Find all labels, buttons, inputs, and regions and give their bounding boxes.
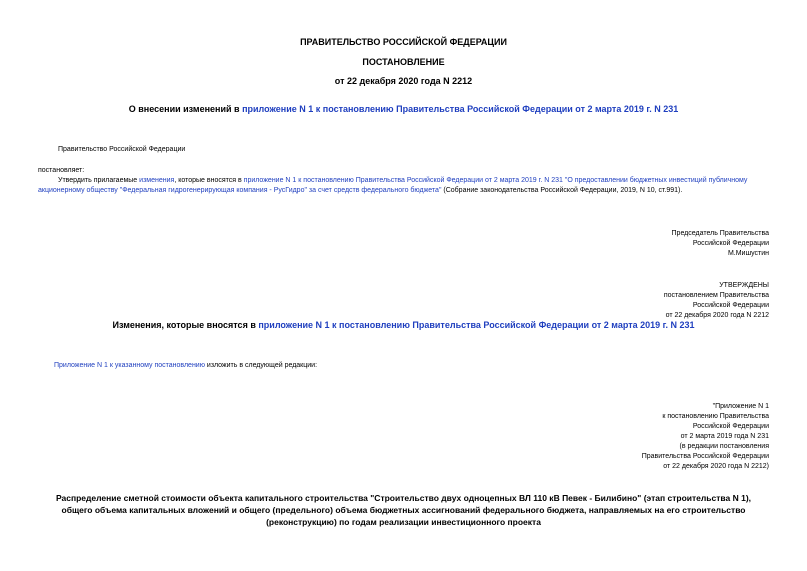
doc-title-link[interactable]: приложение N 1 к постановлению Правительства Российской Федерации от 2 марта 2019 г. N 231 (242, 104, 679, 114)
doc-type: ПОСТАНОВЛЕНИЕ (362, 57, 445, 67)
change-link-appendix[interactable]: Приложение N 1 к указанному постановлению (54, 362, 205, 369)
appendix-line-2: к постановлению Правительства (662, 413, 769, 420)
appendix-line-1: "Приложение N 1 (712, 403, 769, 410)
signature-block (672, 229, 769, 259)
changes-title-link[interactable]: приложение N 1 к постановлению Правительства Российской Федерации от 2 марта 2019 г. N 231 (258, 320, 695, 330)
decision-link-appendix[interactable]: приложение N 1 к постановлению Правительства Российской Федерации от 2 марта 2019 г. N 231 "О предоставлении бюджетных инвестиций публичному акционерному обществу "Федеральная гидрогенерирующая компания - РусГидро" за счет средств федерального бюджета" (38, 177, 748, 194)
doc-title (0, 104, 807, 114)
distribution-title-line-3: (реконструкцию) по годам реализации инвестиционного проекта (266, 517, 541, 527)
changes-title-prefix: Изменения, которые вносятся в (112, 320, 259, 330)
appendix-block (642, 402, 769, 472)
signature-line-2: Российской Федерации (692, 240, 769, 247)
appendix-line-3: Российской Федерации (692, 423, 769, 430)
distribution-title-line-2: общего объема капитальных вложений и общего (предельного) объема бюджетных ассигнований федерального бюджета, направляемых на его строительство (61, 505, 746, 515)
decision-link-changes[interactable]: изменения (139, 177, 175, 184)
decision-text-2: , которые вносятся в (174, 177, 244, 184)
org-name: ПРАВИТЕЛЬСТВО РОССИЙСКОЙ ФЕДЕРАЦИИ (300, 37, 507, 47)
doc-title-prefix: О внесении изменений в (128, 104, 243, 114)
change-text-rest: изложить в следующей редакции: (204, 362, 318, 369)
signature-line-1: Председатель Правительства (671, 230, 769, 237)
doc-date-number: от 22 декабря 2020 года N 2212 (334, 76, 473, 86)
approved-line-4: от 22 декабря 2020 года N 2212 (665, 312, 769, 319)
approved-line-1: УТВЕРЖДЕНЫ (719, 282, 769, 289)
preamble-decides: постановляет: (38, 167, 85, 174)
changes-title (0, 320, 807, 330)
change-paragraph (54, 361, 317, 371)
approved-block (664, 281, 769, 321)
approved-line-3: Российской Федерации (692, 302, 769, 309)
signature-line-3: М.Мишустин (727, 250, 769, 257)
preamble-government: Правительство Российской Федерации (58, 146, 186, 153)
decision-text-1: Утвердить прилагаемые (58, 177, 140, 184)
distribution-title (0, 492, 807, 528)
distribution-title-line-1: Распределение сметной стоимости объекта капитального строительства "Строительство двух одноцепных ВЛ 110 кВ Певек - Билибино" (этап строительства N 1), (55, 493, 752, 503)
appendix-line-5: (в редакции постановления (679, 443, 769, 450)
approved-line-2: постановлением Правительства (663, 292, 769, 299)
appendix-line-4: от 2 марта 2019 года N 231 (680, 433, 769, 440)
decision-paragraph (38, 176, 773, 196)
appendix-line-7: от 22 декабря 2020 года N 2212) (663, 463, 769, 470)
appendix-line-6: Правительства Российской Федерации (641, 453, 769, 460)
decision-text-3: (Собрание законодательства Российской Федерации, 2019, N 10, ст.991). (441, 187, 683, 194)
